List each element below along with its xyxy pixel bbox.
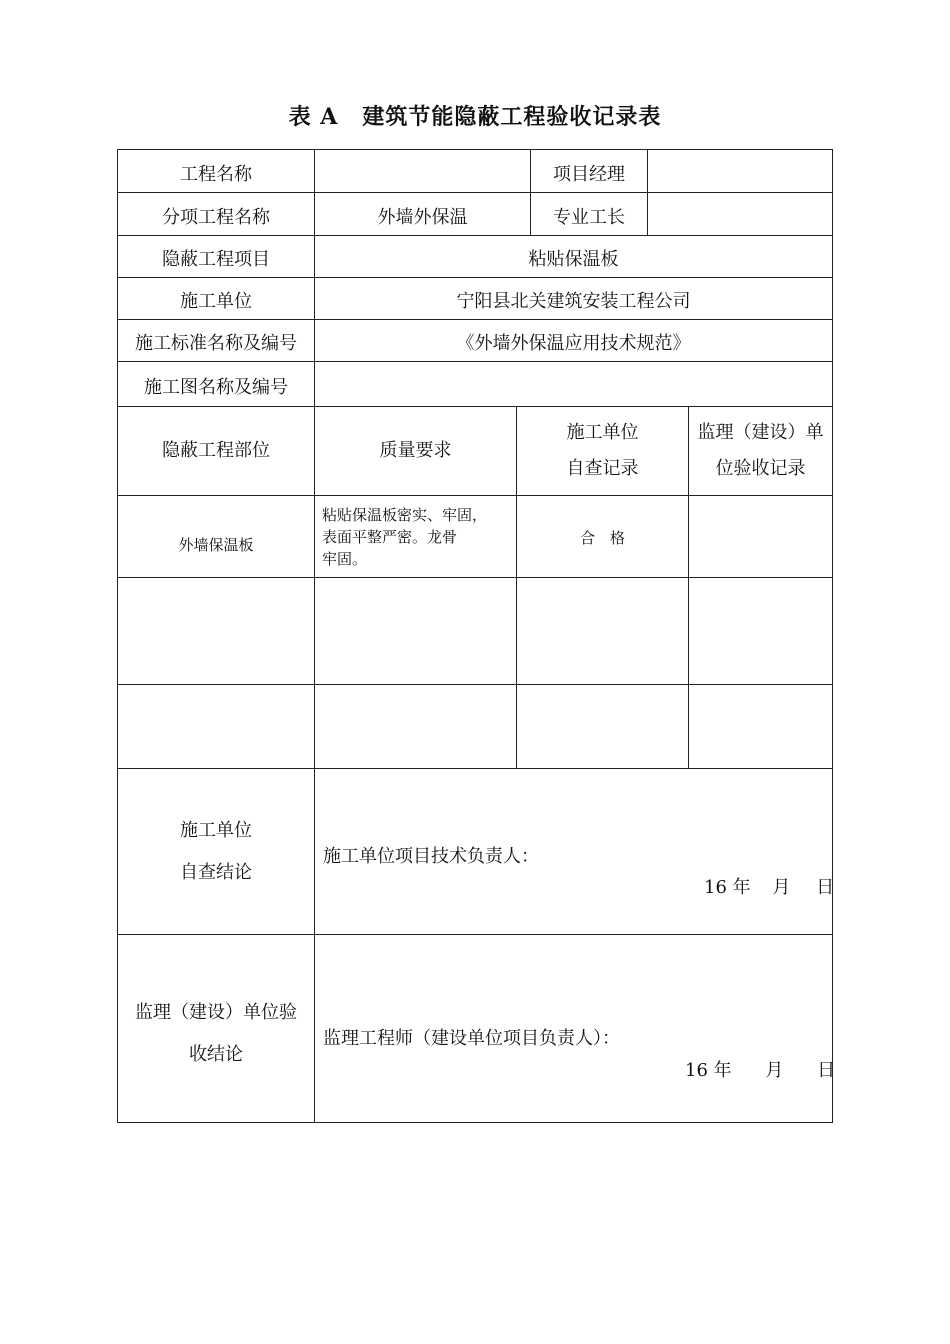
supervisor-date[interactable] (685, 1056, 835, 1082)
supervisor-conclusion-label-line1: 监理（建设）单位验 (135, 1002, 297, 1023)
row-divider (117, 768, 833, 769)
empty-requirement-cell[interactable] (315, 578, 516, 684)
drawing-label: 施工图名称及编号 (144, 377, 288, 398)
contractor-conclusion-label (118, 810, 314, 894)
project-name-label: 工程名称 (180, 164, 252, 185)
empty-part-cell[interactable] (118, 578, 314, 684)
supervisor-signer-label: 监理工程师（建设单位项目负责人）： (323, 1028, 620, 1049)
empty-supervisor-cell[interactable] (689, 578, 832, 684)
supervisor-header (689, 407, 832, 495)
contractor-field[interactable]: 宁阳县北关建筑安装工程公司 (456, 291, 691, 312)
contractor-conclusion-label-line1: 施工单位 (180, 820, 252, 841)
requirement-line: 牢固。 (322, 549, 368, 568)
self-check-cell[interactable]: 合 格 (579, 529, 625, 547)
inspection-part-header: 隐蔽工程部位 (162, 440, 270, 461)
sub-project-field[interactable]: 外墙外保温 (377, 207, 468, 228)
sub-project-label: 分项工程名称 (162, 207, 270, 228)
requirement-line: 表面平整严密。龙骨 (322, 527, 458, 546)
table-border-right (832, 149, 833, 1123)
project-name-field[interactable] (315, 158, 530, 192)
standard-field[interactable]: 《外墙外保温应用技术规范》 (456, 333, 691, 354)
empty-self-check-cell[interactable] (517, 685, 688, 768)
empty-part-cell[interactable] (118, 685, 314, 768)
contractor-date[interactable] (704, 873, 834, 899)
table-border-bottom (117, 1122, 833, 1123)
supervisor-conclusion-label (118, 992, 314, 1076)
requirement-line: 粘贴保温板密实、牢固， (322, 505, 488, 524)
contractor-date-day: 日 (816, 877, 835, 898)
foreman-field[interactable] (648, 201, 832, 235)
inspection-part-cell[interactable]: 外墙保温板 (178, 536, 254, 554)
contractor-date-month: 月 (772, 877, 791, 898)
table-border-top (117, 149, 833, 150)
hidden-item-label: 隐蔽工程项目 (162, 249, 270, 270)
empty-self-check-cell[interactable] (517, 578, 688, 684)
form-title-main: 建筑节能隐蔽工程验收记录表 (362, 104, 662, 130)
inspection-requirement-cell[interactable] (322, 496, 514, 577)
project-manager-field[interactable] (648, 158, 832, 192)
empty-requirement-cell[interactable] (315, 685, 516, 768)
supervisor-date-day: 日 (817, 1060, 836, 1081)
self-check-header-line1: 施工单位 (566, 422, 639, 443)
supervisor-header-line2: 位验收记录 (715, 458, 806, 479)
supervisor-date-year: 16 年 (685, 1060, 732, 1081)
self-check-header-line2: 自查记录 (566, 458, 639, 479)
drawing-field[interactable] (315, 370, 832, 406)
contractor-label: 施工单位 (180, 291, 252, 312)
project-manager-label: 项目经理 (553, 164, 625, 185)
contractor-date-year: 16 年 (704, 877, 751, 898)
form-title (0, 100, 950, 131)
self-check-header (517, 407, 688, 495)
contractor-signer-label: 施工单位项目技术负责人： (323, 846, 539, 867)
empty-supervisor-cell[interactable] (689, 685, 832, 768)
supervisor-header-line1: 监理（建设）单 (697, 422, 824, 443)
supervisor-date-month: 月 (765, 1060, 784, 1081)
contractor-conclusion-label-line2: 自查结论 (180, 862, 252, 883)
row-divider (117, 934, 833, 935)
supervisor-conclusion-label-line2: 收结论 (189, 1044, 243, 1065)
form-title-prefix: 表 A (288, 104, 339, 130)
hidden-item-field[interactable]: 粘贴保温板 (528, 249, 619, 270)
foreman-label: 专业工长 (553, 207, 625, 228)
inspection-requirement-header: 质量要求 (379, 440, 452, 461)
supervisor-check-cell[interactable] (689, 496, 832, 577)
standard-label: 施工标准名称及编号 (135, 333, 297, 354)
